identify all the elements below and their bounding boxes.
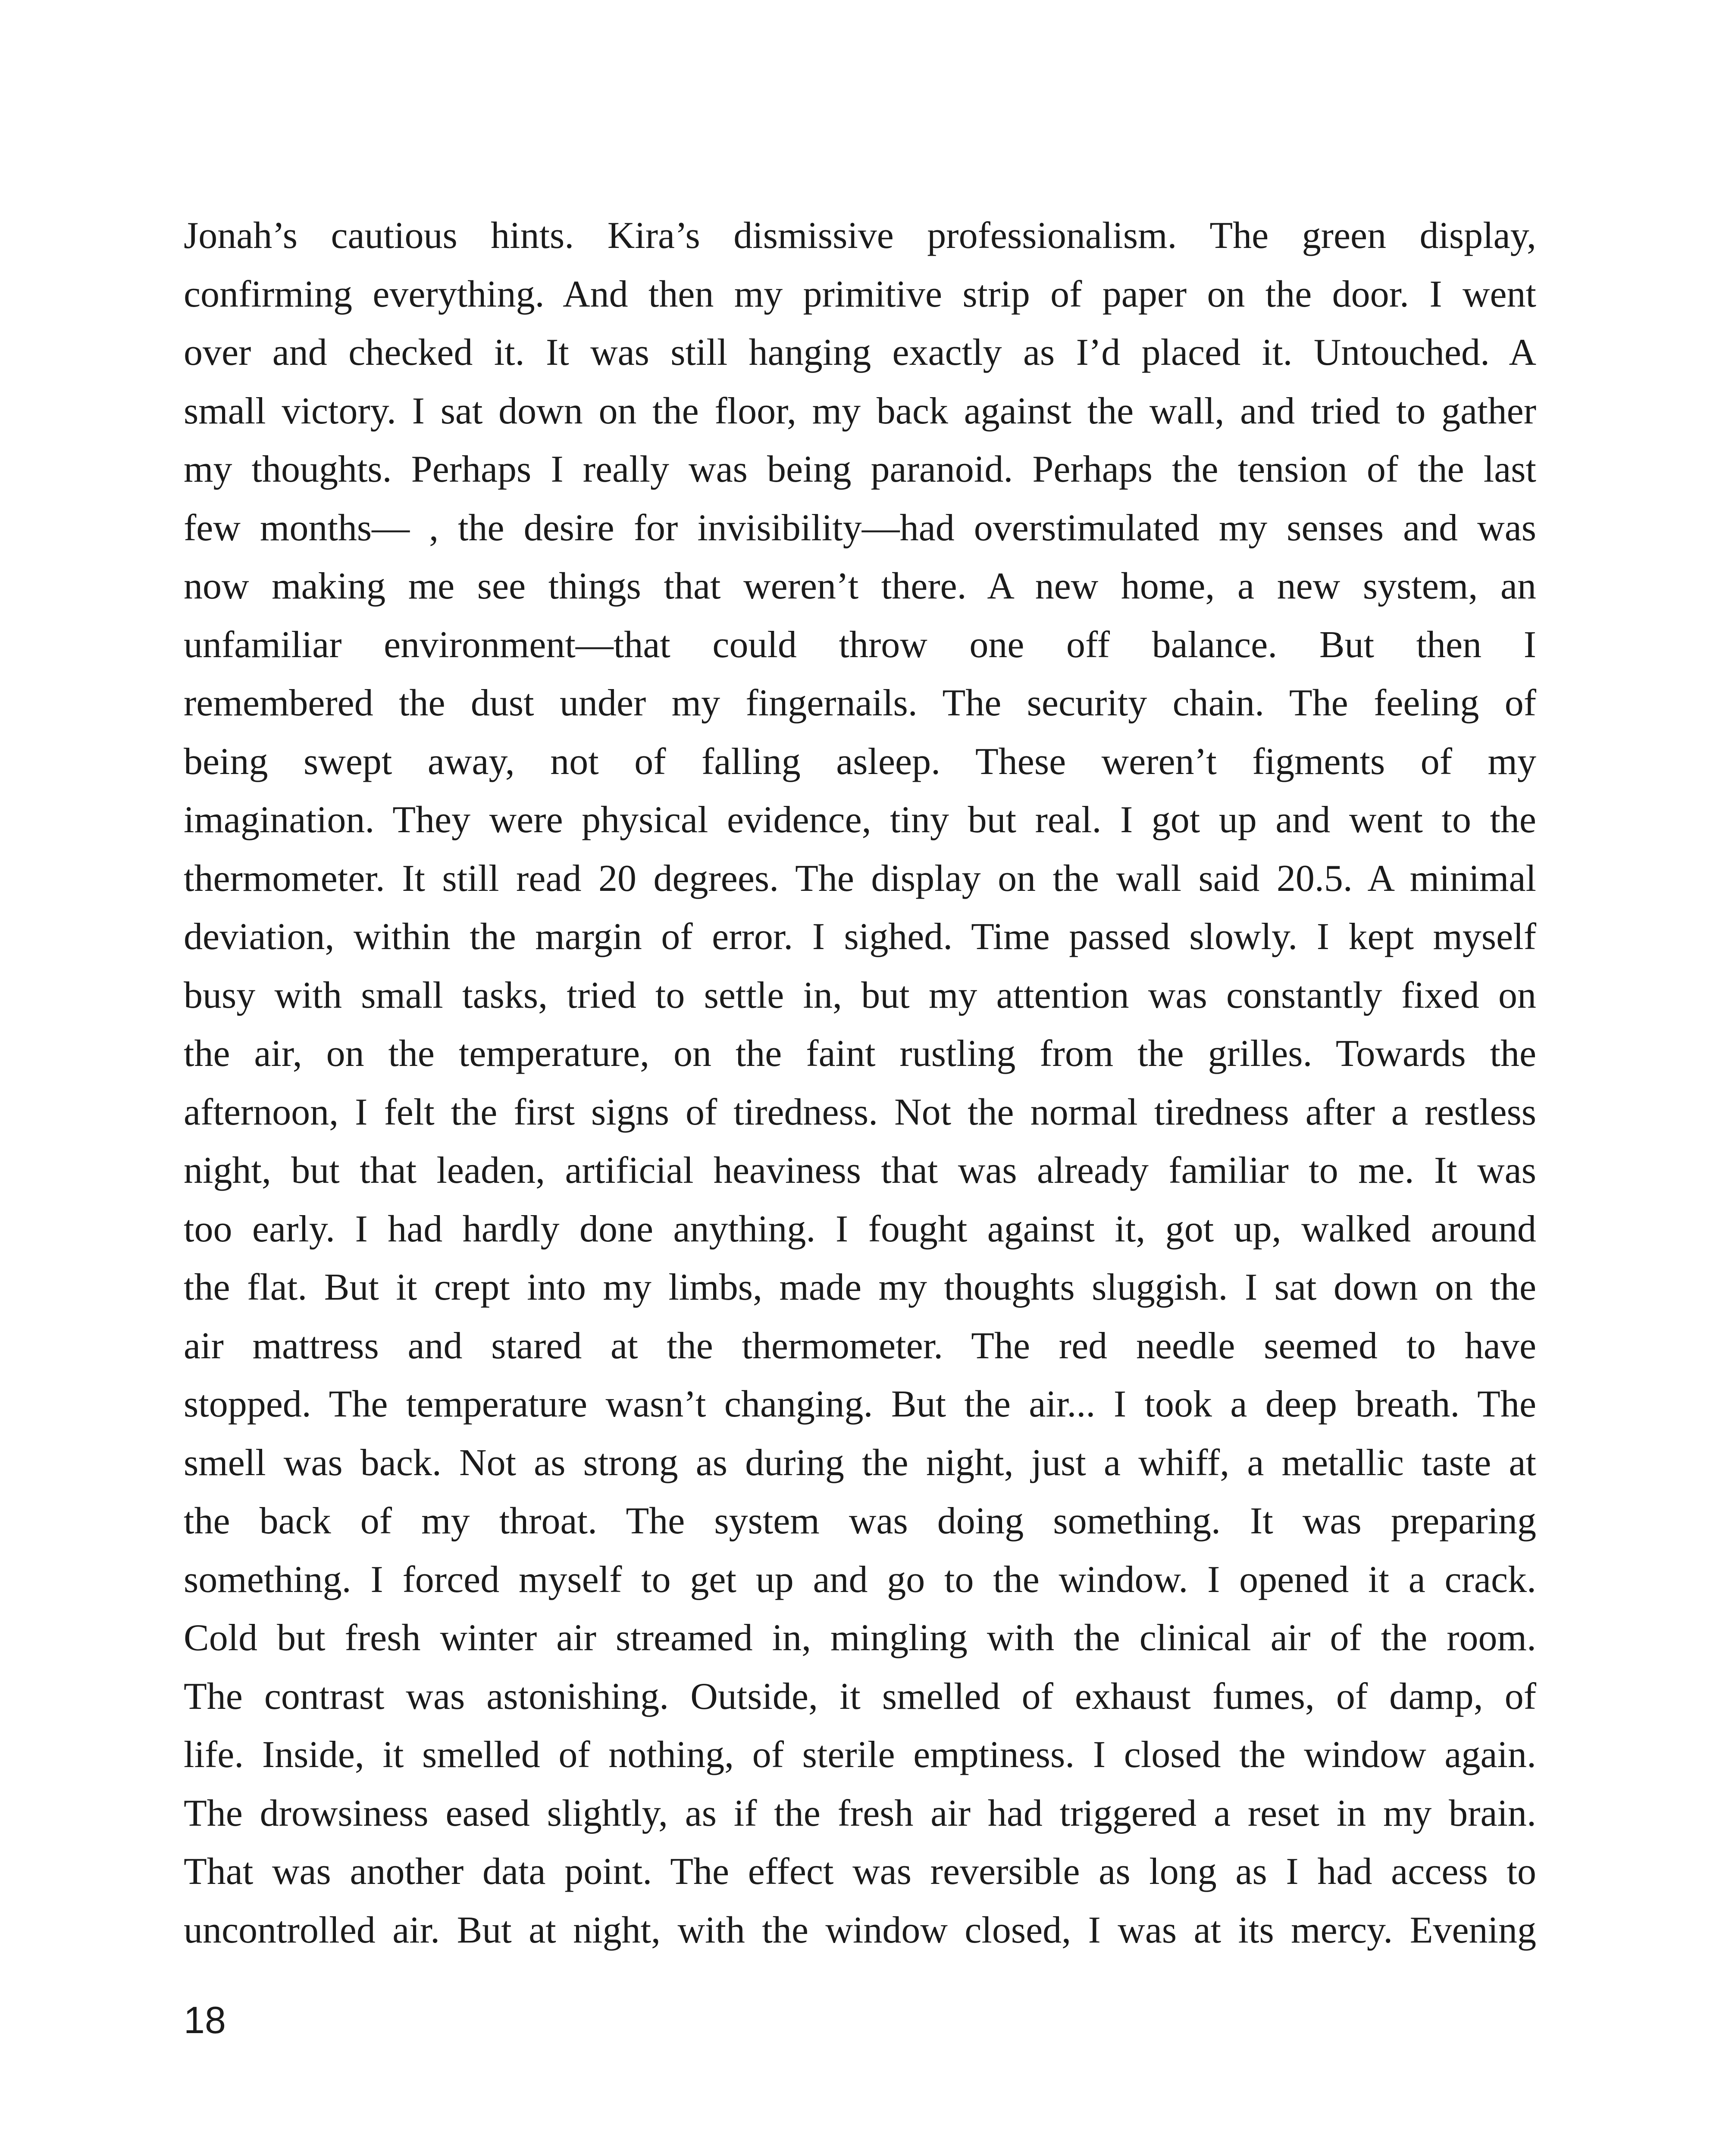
text-line: being swept away, not of falling asleep. These weren’t figments of my [184, 740, 1536, 783]
text-line: the air, on the temperature, on the faint rustling from the grilles. Towards the [184, 1033, 1536, 1075]
text-line: That was another data point. The effect was reversible as long as I had access to [184, 1851, 1536, 1893]
text-line: unfamiliar environment—that could throw one off balance. But then I [184, 624, 1536, 666]
page-number: 18 [184, 1999, 226, 2041]
text-line: confirming everything. And then my primitive strip of paper on the door. I went [184, 273, 1536, 315]
text-line: afternoon, I felt the first signs of tiredness. Not the normal tiredness after a restless [184, 1091, 1536, 1133]
text-line: The drowsiness eased slightly, as if the fresh air had triggered a reset in my brain. [184, 1792, 1536, 1834]
text-line: night, but that leaden, artificial heaviness that was already familiar to me. It was [184, 1150, 1536, 1191]
text-line: remembered the dust under my fingernails. The security chain. The feeling of [184, 682, 1536, 724]
text-line: Cold but fresh winter air streamed in, mingling with the clinical air of the room. [184, 1617, 1536, 1659]
text-line: few months— , the desire for invisibility—had overstimulated my senses and was [184, 507, 1536, 549]
text-line: busy with small tasks, tried to settle in, but my attention was constantly fixed on [184, 974, 1536, 1016]
text-line: Jonah’s cautious hints. Kira’s dismissive professionalism. The green display, [184, 215, 1536, 257]
text-line: the back of my throat. The system was doing something. It was preparing [184, 1500, 1536, 1542]
text-line: stopped. The temperature wasn’t changing. But the air... I took a deep breath. The [184, 1383, 1536, 1425]
text-line: imagination. They were physical evidence, tiny but real. I got up and went to the [184, 799, 1536, 841]
text-line: over and checked it. It was still hanging exactly as I’d placed it. Untouched. A [184, 332, 1536, 373]
text-line: too early. I had hardly done anything. I fought against it, got up, walked around [184, 1208, 1536, 1250]
text-line: uncontrolled air. But at night, with the window closed, I was at its mercy. Evening [184, 1909, 1536, 1951]
text-line: The contrast was astonishing. Outside, it smelled of exhaust fumes, of damp, of [184, 1675, 1536, 1717]
body-text [184, 208, 1536, 1961]
text-line: small victory. I sat down on the floor, my back against the wall, and tried to gather [184, 390, 1536, 432]
text-line: deviation, within the margin of error. I sighed. Time passed slowly. I kept myself [184, 916, 1536, 958]
text-line: my thoughts. Perhaps I really was being paranoid. Perhaps the tension of the last [184, 448, 1536, 490]
text-line: something. I forced myself to get up and go to the window. I opened it a crack. [184, 1558, 1536, 1601]
text-line: life. Inside, it smelled of nothing, of sterile emptiness. I closed the window again. [184, 1734, 1536, 1776]
text-line: air mattress and stared at the thermometer. The red needle seemed to have [184, 1325, 1536, 1367]
text-line: smell was back. Not as strong as during the night, just a whiff, a metallic taste at [184, 1442, 1536, 1484]
text-line: thermometer. It still read 20 degrees. The display on the wall said 20.5. A minimal [184, 857, 1536, 899]
text-line: now making me see things that weren’t there. A new home, a new system, an [184, 565, 1536, 607]
text-line: the flat. But it crept into my limbs, made my thoughts sluggish. I sat down on the [184, 1266, 1536, 1308]
